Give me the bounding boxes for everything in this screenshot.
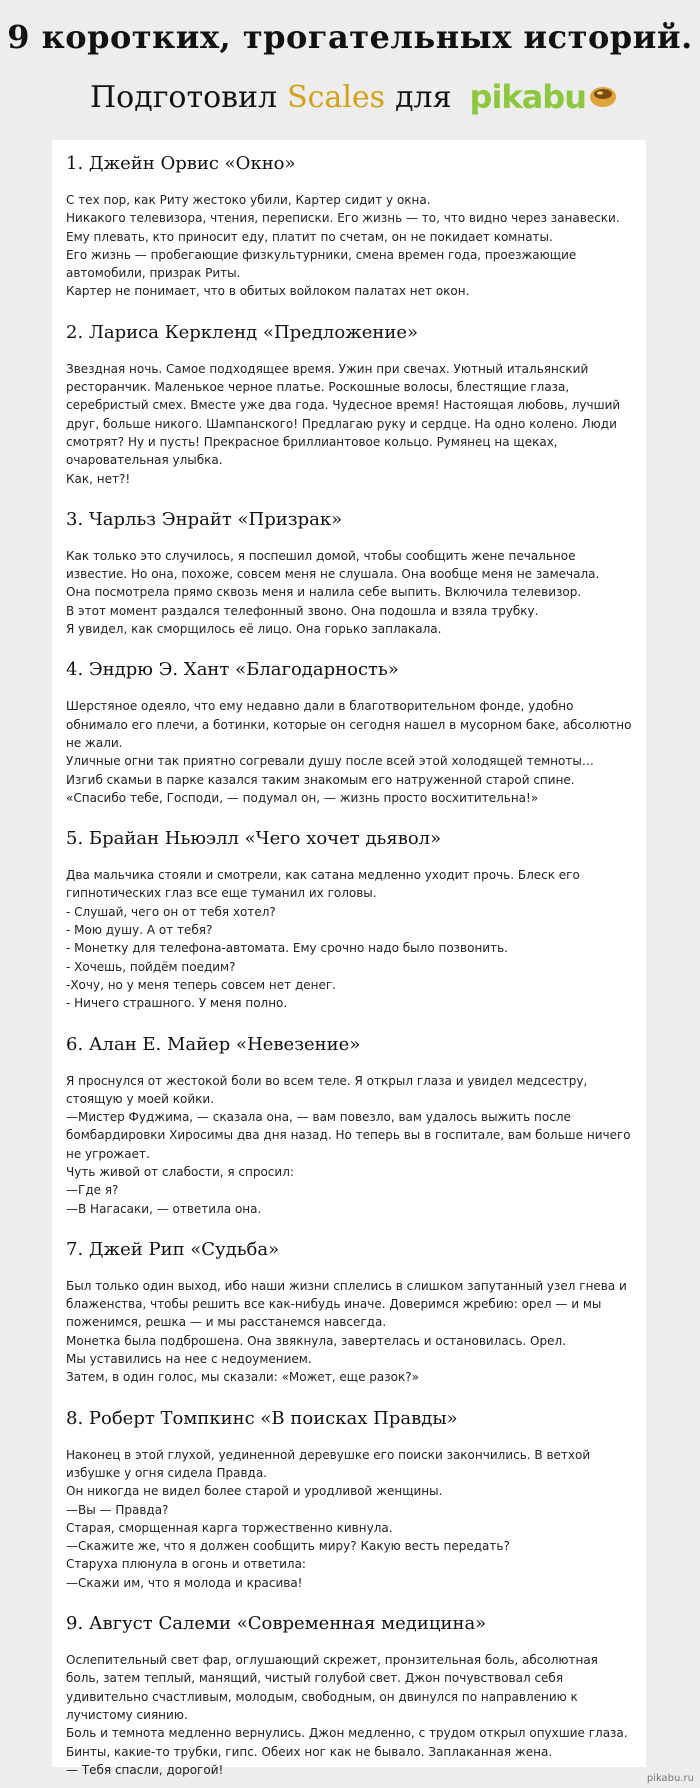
story-title: 7. Джей Рип «Судьба» [66, 1238, 280, 1260]
subtitle [90, 74, 618, 120]
cup-icon [588, 85, 618, 109]
story-text: Как только это случилось, я поспешил домой, чтобы сообщить жене печальное известие. Но она, похоже, совсем меня не слушала. Она вообще меня не замечала. Она посмотрела прямо сквозь меня и налила себе выпить. Включила телевизор. В этот момент раздался телефонный звоно. Она подошла и взяла трубку. Я увидел, как сморщилось её лицо. Она горько заплакала. [66, 548, 600, 637]
stories-card [52, 140, 646, 1777]
story-6 [66, 1024, 632, 1218]
story-text: Был только один выход, ибо наши жизни сплелись в слишком запутанный узел гнева и блаженства, чтобы решить все как-нибудь иначе. Доверимся жребию: орел — и мы поженимся, решка — и мы расстанемся навсегда. Монетка была подброшена. Она звякнула, завертелась и остановилась. Орел. Мы уставились на нее с недоумением. Затем, в один голос, мы сказали: «Может, еще разок?» [66, 1278, 627, 1385]
pikabu-logo[interactable] [470, 78, 618, 116]
prepared-prefix: Подготовил [90, 79, 278, 115]
story-title: 3. Чарльз Энрайт «Призрак» [66, 508, 343, 530]
author-name: Scales [287, 79, 386, 115]
story-title: 5. Брайан Ньюэлл «Чего хочет дьявол» [66, 828, 442, 850]
story-title: 9. Август Салеми «Современная медицина» [66, 1613, 487, 1635]
story-8 [66, 1398, 632, 1592]
story-text: Наконец в этой глухой, уединенной деревушке его поиски закончились. В ветхой избушке у огня сидела Правда. Он никогда не видел более старой и уродливой женщины. —Вы — Правда? Старая, сморщенная карга торжественно кивнула. —Скажите же, что я должен сообщить миру? Какую весть передать? Старуха плюнула в огонь и ответила: —Скажи им, что я молода и красива! [66, 1447, 591, 1590]
story-text: Шерстяное одеяло, что ему недавно дали в благотворительном фонде, удобно обнимало его плечи, а ботинки, которые он сегодня нашел в мусорном баке, абсолютно не жали. Уличные огни так приятно согревали душу после всей этой холодящей темноты… Изгиб скамьи в парке казался таким знакомым его натруженной старой спине. «Спасибо тебе, Господи, — подумал он, — жизнь просто восхитительна!» [66, 699, 632, 805]
pikabu-logo-text: pikabu [469, 78, 586, 116]
story-title: 6. Алан Е. Майер «Невезение» [66, 1033, 361, 1055]
story-title: 4. Эндрю Э. Хант «Благодарность» [66, 659, 399, 681]
story-title: 8. Роберт Томпкинс «В поисках Правды» [66, 1407, 458, 1429]
story-1 [66, 143, 632, 301]
story-text: Я проснулся от жестокой боли во всем теле. Я открыл глаза и увидел медсестру, стоящую у моей койки. —Мистер Фуджима, — сказала она, — вам повезло, вам удалось выжить после бомбардировки Хиросимы два дня назад. Но теперь вы в госпитале, вам больше ничего не угрожает. Чуть живой от слабости, я спросил: —Где я? —В Нагасаки, — ответила она. [66, 1073, 631, 1216]
prepared-suffix: для [395, 79, 452, 115]
story-title: 1. Джейн Орвис «Окно» [66, 153, 296, 174]
story-2 [66, 312, 632, 488]
page-title: 9 коротких, трогательных историй. [7, 18, 693, 56]
story-text: Ослепительный свет фар, оглушающий скрежет, пронзительная боль, абсолютная боль, затем теплый, манящий, чистый голубой свет. Джон почувствовал себя удивительно счастливым, молодым, свободным, он двинулся по направлению к лучистому сиянию. Боль и темнота медленно вернулись. Джон медленно, с трудом открыл опухшие глаза. Бинты, какие-то трубки, гипс. Обеих ног как не бывало. Заплаканная жена. — Тебя спасли, дорогой! [66, 1653, 628, 1777]
story-9 [66, 1603, 632, 1779]
story-5 [66, 818, 632, 1012]
story-4 [66, 649, 632, 807]
story-3 [66, 499, 632, 638]
story-text: С тех пор, как Риту жестоко убили, Картер сидит у окна. Никакого телевизора, чтения, переписки. Его жизнь — то, что видно через занавески. Ему плевать, кто приносит еду, платит по счетам, он не покидает комнаты. Его жизнь — пробегающие физкультурники, смена времен года, проезжающие автомобили, призрак Риты. Картер не понимает, что в обитых войлоком палатах нет окон. [66, 193, 620, 299]
story-text: Звездная ночь. Самое подходящее время. Ужин при свечах. Уютный итальянский ресторанчик. Маленькое черное платье. Роскошные волосы, блестящие глаза, серебристый смех. Вместе уже два года. Чудесное время! Настоящая любовь, лучший друг, больше никого. Шампанского! Предлагаю руку и сердце. На одно колено. Люди смотрят? Ну и пусть! Прекрасное бриллиантовое кольцо. Румянец на щеках, очаровательная улыбка. Как, нет?! [66, 361, 621, 486]
story-text: Два мальчика стояли и смотрели, как сатана медленно уходит прочь. Блеск его гипнотических глаз все еще туманил их головы. - Слушай, чего он от тебя хотел? - Мою душу. А от тебя? - Монетку для телефона-автомата. Ему срочно надо было позвонить. - Хочешь, пойдём поедим? -Хочу, но у меня теперь совсем нет денег. - Ничего страшного. У меня полно. [66, 868, 580, 1011]
watermark: pikabu.ru [646, 1773, 694, 1784]
story-7 [66, 1229, 632, 1387]
story-title: 2. Лариса Керкленд «Предложение» [66, 321, 419, 343]
